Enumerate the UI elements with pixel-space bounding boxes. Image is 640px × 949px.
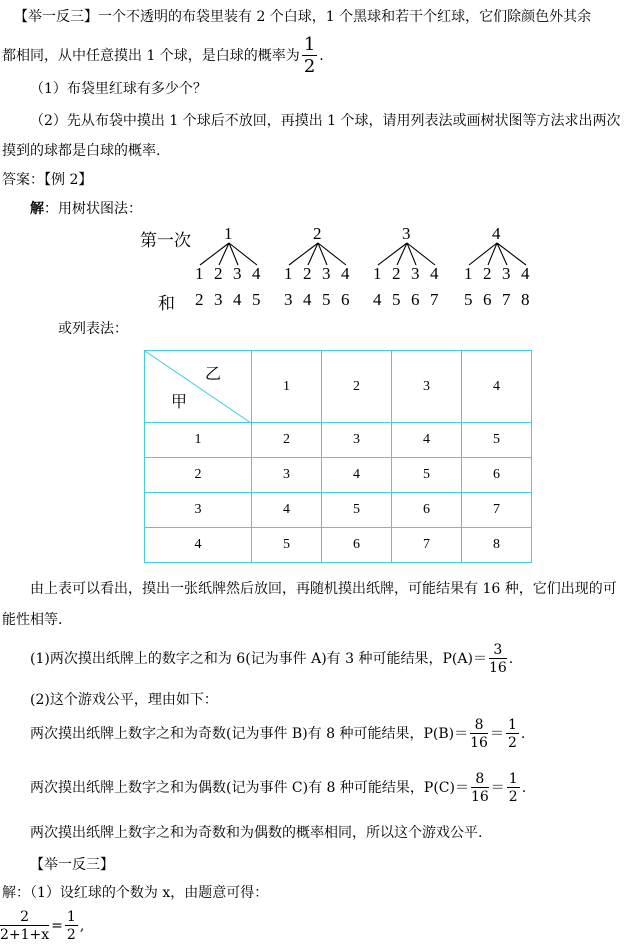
tree-leaf-node: 4 xyxy=(521,264,530,283)
tree-leaf-node: 2 xyxy=(303,264,312,283)
tree-leaf-node: 4 xyxy=(430,264,439,283)
red-ball-equation: $\frac{2}{2+1+x}$ = $\frac{1}{2}$ , xyxy=(0,909,85,943)
column-header: 3 xyxy=(392,351,462,423)
tree-leaf-node: 1 xyxy=(373,264,382,283)
tree-leaf-node: 3 xyxy=(502,264,511,283)
problem-line-2-text: 都相同，从中任意摸出 1 个球，是白球的概率为 xyxy=(2,48,300,64)
fraction-denominator: 16 xyxy=(488,660,507,676)
header-yi: 乙 xyxy=(205,366,222,383)
tree-leaf-node: 2 xyxy=(483,264,492,283)
question-2-line-1: （2）先从布袋中摸出 1 个球后不放回，再摸出 1 个球，请用列表法或画树状图等方法求出两次 xyxy=(30,113,621,129)
fraction-denominator: 2 xyxy=(303,56,316,77)
answer-label: 答案：【例 2】 xyxy=(2,172,93,188)
tree-leaf-node: 2 xyxy=(392,264,401,283)
column-header: 1 xyxy=(252,351,322,423)
fraction-numerator: 8 xyxy=(470,718,488,734)
fraction-numerator: 2 xyxy=(0,910,49,926)
table-cell: 7 xyxy=(462,493,532,528)
row-header: 2 xyxy=(145,458,252,493)
tree-leaf-node: 4 xyxy=(341,264,350,283)
list-method-label: 或列表法： xyxy=(58,321,128,337)
tree-sum-value: 4 xyxy=(303,290,312,309)
column-header: 4 xyxy=(462,351,532,423)
table-row xyxy=(145,458,532,493)
tree-sum-value: 5 xyxy=(252,290,261,309)
tree-sum-value: 5 xyxy=(392,290,401,309)
event-b-statement: 两次摸出纸牌上数字之和为奇数(记为事件 B)有 8 种可能结果，P(B)＝ $\frac{8}{16}$ ＝ $\frac{1}{2}$ . xyxy=(30,717,526,751)
tree-root-node: 3 xyxy=(402,224,411,243)
fraction-numerator: 8 xyxy=(471,772,489,788)
event-c-text: 两次摸出纸牌上数字之和为偶数(记为事件 C)有 8 种可能结果， xyxy=(30,780,424,796)
table-row xyxy=(145,493,532,528)
fraction-denominator: 2 xyxy=(66,927,76,943)
problem-line-1: 【举一反三】一个不透明的布袋里装有 2 个白球，1 个黑球和若干个红球，它们除颜色外其余 xyxy=(14,9,592,25)
table-row xyxy=(145,423,532,458)
tree-leaf-node: 1 xyxy=(464,264,473,283)
tree-diagram xyxy=(0,0,640,320)
tree-leaf-node: 3 xyxy=(322,264,331,283)
tree-sum-value: 7 xyxy=(430,290,439,309)
event-a-prob-label: P(A)＝ xyxy=(442,651,487,667)
part2-title: 【举一反三】 xyxy=(30,857,114,873)
fraction-denominator: 2 xyxy=(507,735,517,751)
fraction-numerator: 1 xyxy=(303,34,316,55)
table-cell: 5 xyxy=(392,458,462,493)
tree-branch xyxy=(497,243,526,265)
question-1: （1）布袋里红球有多少个？ xyxy=(30,81,207,97)
table-cell: 5 xyxy=(322,493,392,528)
tree-sum-value: 3 xyxy=(284,290,293,309)
sum-label: 和 xyxy=(158,294,175,314)
tree-leaf-node: 1 xyxy=(195,264,204,283)
fraction-denominator: 16 xyxy=(470,789,489,805)
table-cell: 3 xyxy=(252,458,322,493)
tree-leaf-node: 2 xyxy=(214,264,223,283)
event-b-fraction-1 xyxy=(470,718,488,750)
table-cell: 7 xyxy=(392,528,462,563)
part2-solution-line: 解：（1）设红球的个数为 x，由题意可得： xyxy=(2,885,269,901)
tree-branch xyxy=(200,243,229,265)
tree-root-node: 2 xyxy=(313,224,322,243)
table-cell: 2 xyxy=(252,423,322,458)
table-cell: 4 xyxy=(252,493,322,528)
event-c-prob-label: P(C)＝ xyxy=(423,780,469,796)
tree-leaf-node: 1 xyxy=(284,264,293,283)
tree-root-node: 1 xyxy=(224,224,233,243)
fraction-numerator: 1 xyxy=(507,717,517,733)
first-draw-label: 第一次 xyxy=(140,231,191,251)
tree-sum-value: 5 xyxy=(464,290,473,309)
table-cell: 6 xyxy=(392,493,462,528)
tree-sum-value: 6 xyxy=(411,290,420,309)
event-a-statement: (1)两次摸出纸牌上的数字之和为 6(记为事件 A)有 3 种可能结果，P(A)＝ $\frac{3}{16}$ . xyxy=(30,642,514,676)
fraction-denominator: 2 xyxy=(508,789,518,805)
solution-intro-text: ：用树状图法： xyxy=(44,201,142,217)
event-c-fraction-1 xyxy=(471,772,489,804)
table-corner-header xyxy=(145,351,252,423)
fraction-numerator: 3 xyxy=(489,643,507,659)
header-jia: 甲 xyxy=(171,394,188,411)
fraction-numerator: 1 xyxy=(508,771,518,787)
event-c-fraction-2 xyxy=(507,772,520,804)
sum-table xyxy=(144,350,532,563)
tree-sum-value: 8 xyxy=(521,290,530,309)
table-cell: 4 xyxy=(392,423,462,458)
table-cell: 3 xyxy=(322,423,392,458)
tree-branch xyxy=(289,243,318,265)
fraction-denominator: 16 xyxy=(470,735,488,751)
table-cell: 5 xyxy=(252,528,322,563)
explanation-line-2: 能性相等. xyxy=(2,612,63,628)
tree-sum-value: 2 xyxy=(195,290,204,309)
tree-root-node: 4 xyxy=(492,224,501,243)
tree-leaf-node: 4 xyxy=(252,264,261,283)
diagonal-line xyxy=(145,351,251,423)
question-2-line-2: 摸到的球都是白球的概率. xyxy=(2,143,161,159)
equation-rhs xyxy=(65,910,78,942)
tree-sum-value: 3 xyxy=(214,290,223,309)
tree-sum-value: 6 xyxy=(483,290,492,309)
conclusion: 两次摸出纸牌上数字之和为奇数和为偶数的概率相同，所以这个游戏公平. xyxy=(30,825,483,841)
tree-sum-value: 4 xyxy=(233,290,242,309)
equation-suffix: , xyxy=(79,918,85,934)
event-c-statement: 两次摸出纸牌上数字之和为偶数(记为事件 C)有 8 种可能结果，P(C)＝ $\frac{8}{16}$ ＝ $\frac{1}{2}$ . xyxy=(30,771,527,805)
tree-sum-value: 4 xyxy=(373,290,382,309)
row-header: 4 xyxy=(145,528,252,563)
row-header: 3 xyxy=(145,493,252,528)
event-a-text: (1)两次摸出纸牌上的数字之和为 6(记为事件 A)有 3 种可能结果， xyxy=(30,651,443,667)
table-cell: 8 xyxy=(462,528,532,563)
event-b-text: 两次摸出纸牌上数字之和为奇数(记为事件 B)有 8 种可能结果， xyxy=(30,726,424,742)
tree-branches xyxy=(200,243,526,265)
event-b-prob-label: P(B)＝ xyxy=(423,726,469,742)
table-cell: 5 xyxy=(462,423,532,458)
event-a-fraction xyxy=(489,643,507,675)
tree-sum-value: 6 xyxy=(341,290,350,309)
solution-label: 解 xyxy=(30,201,44,217)
fairness-statement: (2)这个游戏公平，理由如下： xyxy=(30,692,218,708)
fraction-numerator: 1 xyxy=(66,909,76,925)
column-header: 2 xyxy=(322,351,392,423)
period: . xyxy=(319,48,324,64)
table-cell: 6 xyxy=(462,458,532,493)
equation-lhs xyxy=(0,910,49,942)
tree-branch xyxy=(378,243,407,265)
tree-sum-value: 5 xyxy=(322,290,331,309)
tree-leaf-node: 3 xyxy=(233,264,242,283)
table-cell: 6 xyxy=(322,528,392,563)
fraction-denominator: 2+1+x xyxy=(0,927,50,943)
event-b-fraction-2 xyxy=(506,718,519,750)
row-header: 1 xyxy=(145,423,252,458)
explanation-line-1: 由上表可以看出，摸出一张纸牌然后放回，再随机摸出纸牌，可能结果有 16 种，它们出现的可 xyxy=(30,581,617,597)
tree-leaf-node: 3 xyxy=(411,264,420,283)
tree-sum-value: 7 xyxy=(502,290,511,309)
table-row xyxy=(145,528,532,563)
table-cell: 4 xyxy=(322,458,392,493)
